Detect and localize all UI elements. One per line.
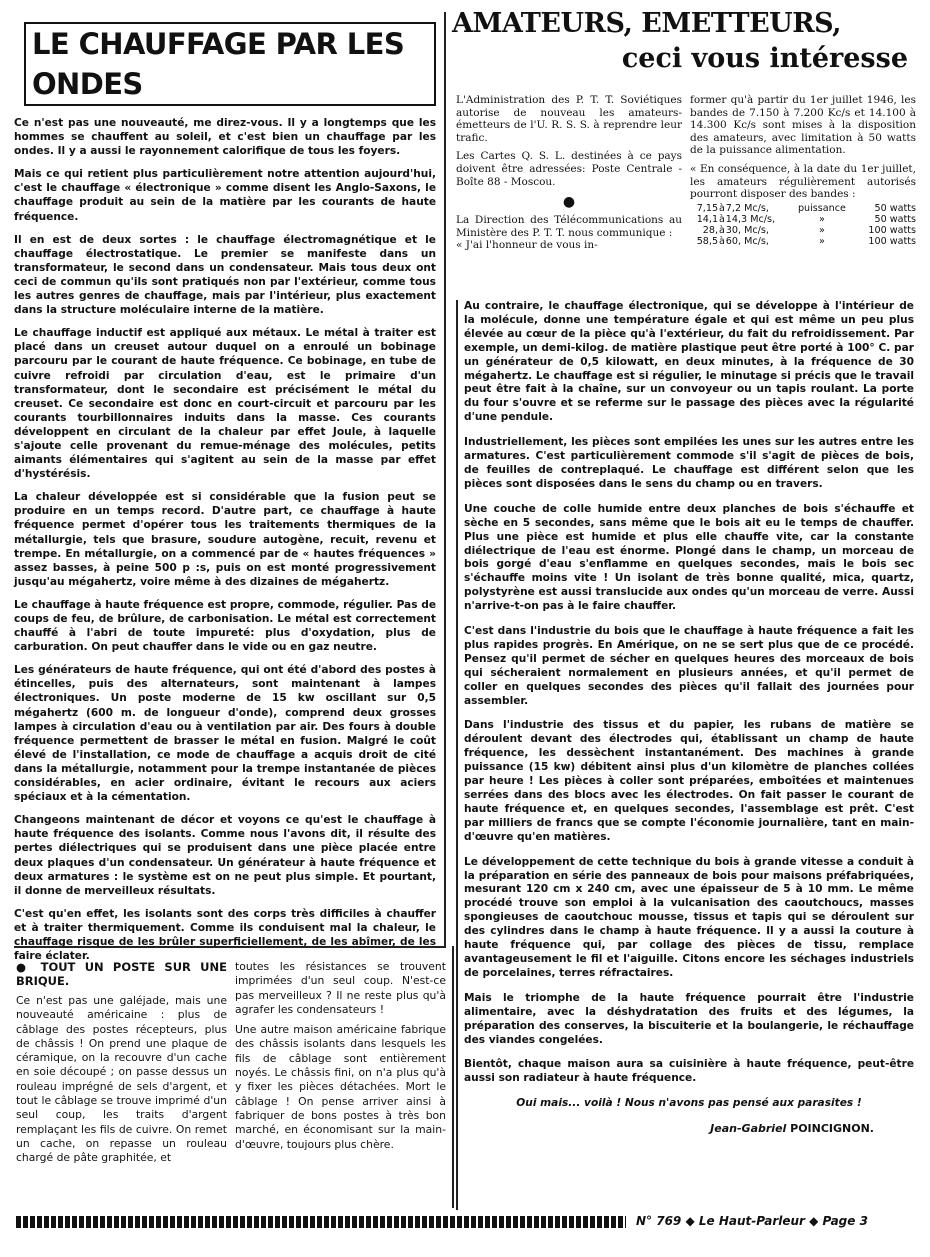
band-sep: à [718, 235, 725, 247]
horizontal-divider [14, 946, 446, 948]
article-paragraph: Le développement de cette technique du bois à grande vitesse a conduit à la préparation en série des panneaux de bois pour maisons préfabriquées, mesurant 120 cm x 240 cm, avec une épaisseur de 5 à 10 mm. Le même procédé trouve son emploi à la vulcanisation des caoutchoucs, masses spongieuses de caoutchouc mousse, tissus et tapis qui se déroulent sur des cylindres dans le champ à haute fréquence. Il y a aussi la couture à haute fréquence qui, par collage des pièces de tissu, remplace avantageusement le fil et l'aiguille. Citons encore les séchages industriels de porcelaines, terres réfractaires. [464, 855, 914, 979]
left-article-body [14, 116, 436, 963]
left-article [14, 12, 446, 963]
band-sep: à [718, 224, 725, 236]
amateurs-col-1 [456, 94, 682, 258]
band-row [690, 236, 916, 247]
brief-article [16, 960, 446, 1172]
article-paragraph: Mais le triomphe de la haute fréquence pourrait être l'industrie alimentaire, avec la déshydratation des fruits et des légumes, la préparation des conserves, la biscuiterie et la boulangerie, le réchauffage des viandes congelées. [464, 991, 914, 1046]
article-paragraph: Industriellement, les pièces sont empilées les unes sur les autres entre les armatures. C'est particulièrement commode s'il s'agit de pièces de bois, de feuilles de contreplaqué. Le chauffage est différent selon que les pièces sont disposées dans le sens du champ ou en travers. [464, 436, 914, 490]
amateurs-paragraph: « J'ai l'honneur de vous in- [456, 239, 598, 252]
amateurs-title-line2: ceci vous intéresse [621, 43, 908, 74]
band-power: 100 watts [868, 235, 916, 247]
vertical-divider [456, 300, 458, 1210]
amateurs-title-line1: AMATEURS, EMETTEURS, [452, 8, 842, 39]
band-from: 28, [702, 224, 719, 236]
article-paragraph: Changeons maintenant de décor et voyons ce qu'est le chauffage à haute fréquence des isolants. Comme nous l'avons dit, il résulte des pertes diélectriques qui se produisent dans une pièce placée entre deux plaques d'un condensateur. Un générateur à haute fréquence et deux armatures : le système est on ne peut plus simple. Et pourtant, il donne de merveilleux résultats. [14, 814, 436, 897]
article-paragraph: Au contraire, le chauffage électronique, qui se développe à l'intérieur de la molécule, donne une température égale et qui est même un peu plus élevée au cœur de la pièce qu'à l'extérieur, du fait du refroidissement. Par exemple, un demi-kilog. de matière plastique peut être porté à 100° C. par un générateur de 0,5 kilowatt, en deux minutes, à la fréquence de 30 mégahertz. Le chauffage est si régulier, le minutage si précis que le travail peut être fait à la chaîne, sur un convoyeur ou un tapis roulant. La porte du four s'ouvre et se referme sur le passage des pièces avec la régularité d'une pendule. [464, 300, 914, 424]
band-row [690, 225, 916, 236]
author-last-name: POINCIGNON. [790, 1122, 874, 1136]
brief-col-1 [16, 960, 227, 1172]
amateurs-columns [456, 94, 916, 258]
article-paragraph: C'est qu'en effet, les isolants sont des corps très difficiles à chauffer et à traiter thermiquement. Comme ils conduisent mal la chaleur, le chauffage risque de les brûler superficiellement, de les abîmer, de les faire éclater. [14, 907, 436, 963]
article-paragraph: Mais ce qui retient plus particulièrement notre attention aujourd'hui, c'est le chauffage « électronique » comme disent les Anglo-Saxons, le chauffage produit au sein de la matière par les courants de haute fréquence. [14, 168, 436, 223]
brief-paragraph: Une autre maison américaine fabrique des châssis isolants dans lesquels les fils de câblage sont entièrement noyés. Le châssis fini, on n'a plus qu'à y fixer les pièces détachées. Mort le câblage ! On pense arriver ainsi à fabriquer de bons postes à très bon marché, en économisant sur la main-d'œuvre, toujours plus chère. [235, 1023, 446, 1151]
band-from: 58,5 [696, 235, 719, 247]
band-row [690, 214, 916, 225]
band-from: 7,15 [696, 202, 719, 214]
article-paragraph: Le chauffage à haute fréquence est propre, commode, régulier. Pas de coups de feu, de brûlure, de carbonisation. Le métal est correctement chauffé à l'abri de toute impureté: plus d'oxydation, plus de carburation. On peut chauffer dans le vide ou en gaz neutre. [14, 598, 436, 654]
footer-decorative-band [16, 1216, 626, 1228]
article-paragraph: C'est dans l'industrie du bois que le chauffage à haute fréquence a fait les plus rapides progrès. En Amérique, on ne se sert plus que de ce procédé. Pensez qu'il permet de sécher en quelques heures des morceaux de bois qui sécheraient normalement en plusieurs années, et qu'il permet de coller en quelques secondes des pièces qu'il fallait des journées pour assembler. [464, 625, 914, 707]
band-from: 14,1 [696, 213, 719, 225]
article-paragraph: Ce n'est pas une nouveauté, me direz-vous. Il y a longtemps que les hommes se chauffent au soleil, et c'est bien un chauffage par les ondes. Il y a aussi le rayonnement calorifique de tous les foyers. [14, 117, 436, 158]
band-sep: à [718, 202, 725, 214]
band-label: » [819, 213, 825, 225]
article-paragraph: Bientôt, chaque maison aura sa cuisinière à haute fréquence, peut-être aussi son radiateur à haute fréquence. [464, 1058, 914, 1085]
article-paragraph: Il en est de deux sortes : le chauffage électromagnétique et le chauffage électrostatique. Le premier se manifeste dans un transformateur, le second dans un condensateur. Mais tous deux ont ceci de commun qu'ils sont pratiqués non par l'extérieur, comme tous les autres genres de chauffage, mais par l'intérieur, plus exactement dans la structure moléculaire interne de la matière. [14, 233, 436, 317]
closing-line: Oui mais... voilà ! Nous n'avons pas pensé aux parasites ! [516, 1097, 862, 1110]
amateurs-paragraph: « En conséquence, à la date du 1er juillet, les amateurs régulièrement autorisés pourront disposer des bandes : [690, 162, 916, 201]
band-power: 50 watts [874, 202, 916, 214]
article-paragraph: La chaleur développée est si considérable que la fusion peut se produire en un temps record. D'autre part, ce chauffage à haute fréquence permet d'opérer tous les traitements thermiques de la métallurgie, tels que brasure, soudure autogène, recuit, revenu et trempe. En métallurgie, on a commencé par de « hautes fréquences » assez basses, à peine 500 p :s, puis on est monté progressivement jusqu'au mégahertz, voire même à des dizaines de mégahertz. [14, 491, 436, 588]
amateurs-paragraph: Les Cartes Q. S. L. destinées à ce pays doivent être adressées: Poste Centrale - Boîte 88 - Moscou. [456, 150, 682, 188]
band-label: » [819, 224, 825, 236]
amateurs-box [452, 6, 918, 298]
bands-table [690, 203, 916, 247]
article-paragraph: Dans l'industrie des tissus et du papier, les rubans de matière se déroulent devant des électrodes qui, établissant un champ de haute fréquence, les dessèchent instantanément. Des machines à grande puissance (15 kw) débitent ainsi plus d'un kilomètre de planches collées par heure ! Les pièces à coller sont préparées, emboîtées et maintenues serrées dans des blocs avec les électrodes. On fait passer le courant de haute fréquence et, en quelques secondes, l'assemblage est prêt. C'est par milliers de francs que se compte l'économie journalière, tant en main-d'œuvre qu'en matières. [464, 719, 914, 843]
amateurs-paragraph: La Direction des Télécommunications au Ministère des P. T. T. nous communique : [456, 214, 682, 239]
article-title: LE CHAUFFAGE PAR LES ONDES [24, 22, 436, 106]
brief-col-2 [235, 960, 446, 1172]
author-first-name: Jean-Gabriel [710, 1122, 787, 1136]
band-power: 100 watts [868, 224, 916, 236]
brief-heading: ● TOUT UN POSTE SUR UNE BRIQUE. [16, 960, 227, 988]
author-signature [464, 1122, 914, 1136]
page-footer: N° 769 ◆ Le Haut-Parleur ◆ Page 3 [636, 1214, 868, 1228]
band-to: 30, Mc/s, [725, 224, 769, 236]
brief-paragraph: Ce n'est pas une galéjade, mais une nouveauté américaine : plus de câblage des postes récepteurs, plus de châssis ! On prend une plaque de céramique, on la recouvre d'un cache en soie découpé ; on passe dessus un rouleau imprégné de sels d'argent, et tout le câblage se trouve imprimé d'un seul coup, les traits d'argent remplaçant les fils de cuivre. On remet un cache, on repasse un rouleau chargé de pâte graphitée, et [16, 994, 227, 1165]
band-label: » [819, 235, 825, 247]
band-to: 60, Mc/s, [725, 235, 769, 247]
band-row [690, 203, 916, 214]
right-article [464, 300, 914, 1210]
brief-paragraph: toutes les résistances se trouvent imprimées d'un seul coup. N'est-ce pas merveilleux ? Il ne reste plus qu'à agrafer les condensateurs ! [235, 960, 446, 1016]
bullet-dot: ● [562, 194, 576, 211]
vertical-divider-bottom [452, 946, 454, 1208]
band-label: puissance [797, 202, 846, 214]
band-power: 50 watts [874, 213, 916, 225]
right-article-body [464, 300, 914, 1086]
amateurs-paragraph: former qu'à partir du 1er juillet 1946, les bandes de 7.150 à 7.200 Kc/s et 14.100 à 14.300 Kc/s sont mises à la disposition des amateurs, avec limitation à 50 watts de la puissance alimentation. [690, 94, 916, 157]
article-paragraph: Le chauffage inductif est appliqué aux métaux. Le métal à traiter est placé dans un creuset autour duquel on a enroulé un bobinage parcouru par le courant de haute fréquence. Ce bobinage, en tube de cuivre refroidi par circulation d'eau, est le primaire d'un transformateur, dont le secondaire est précisément le métal du creuset. Ce secondaire est donc en court-circuit et parcouru par les courants tourbillonnaires induits dans la masse. Ces courants développent en circulant de la chaleur par effet Joule, à laquelle s'ajoute celle provenant du remue-ménage des molécules, petits aimants élémentaires qui s'agitent au sein de la masse par effet d'hystérésis. [14, 327, 436, 481]
article-paragraph: Une couche de colle humide entre deux planches de bois s'échauffe et sèche en 5 secondes, sans même que le bois ait eu le temps de chauffer. Plus une pièce est humide et plus elle chauffe vite, car la constante diélectrique de l'eau est énorme. Plongé dans le champ, un morceau de bois gorgé d'eau s'enflamme en quelques secondes, mais le bois sec s'échauffe moins vite ! Un isolant de très bonne qualité, mica, quartz, polystyrène est aussi translucide aux ondes qu'un morceau de verre. Aussi n'arrive-t-on pas à le faire chauffer. [464, 502, 914, 613]
amateurs-col-2 [690, 94, 916, 258]
band-to: 7,2 Mc/s, [725, 202, 769, 214]
amateurs-paragraph: L'Administration des P. T. T. Soviétiques autorise de nouveau les amateurs-émetteurs de l'U. R. S. S. à reprendre leur trafic. [456, 94, 682, 144]
band-to: 14,3 Mc/s, [725, 213, 776, 225]
band-sep: à [718, 213, 725, 225]
article-paragraph: Les générateurs de haute fréquence, qui ont été d'abord des postes à étincelles, puis des alternateurs, sont maintenant à lampes électroniques. Un poste moderne de 15 kw oscillant sur 0,5 mégahertz (600 m. de longueur d'onde), comprend deux grosses lampes à circulation d'eau ou à ventilation par air. Des fours à double fréquence permettent de brasser le métal en fusion. Malgré le coût élevé de l'installation, ce mode de chauffage a acquis droit de cité dans la métallurgie, notamment pour la trempe instantanée de pièces considérables, en acier ordinaire, évitant le recours aux aciers spéciaux et à la cémentation. [14, 664, 436, 804]
